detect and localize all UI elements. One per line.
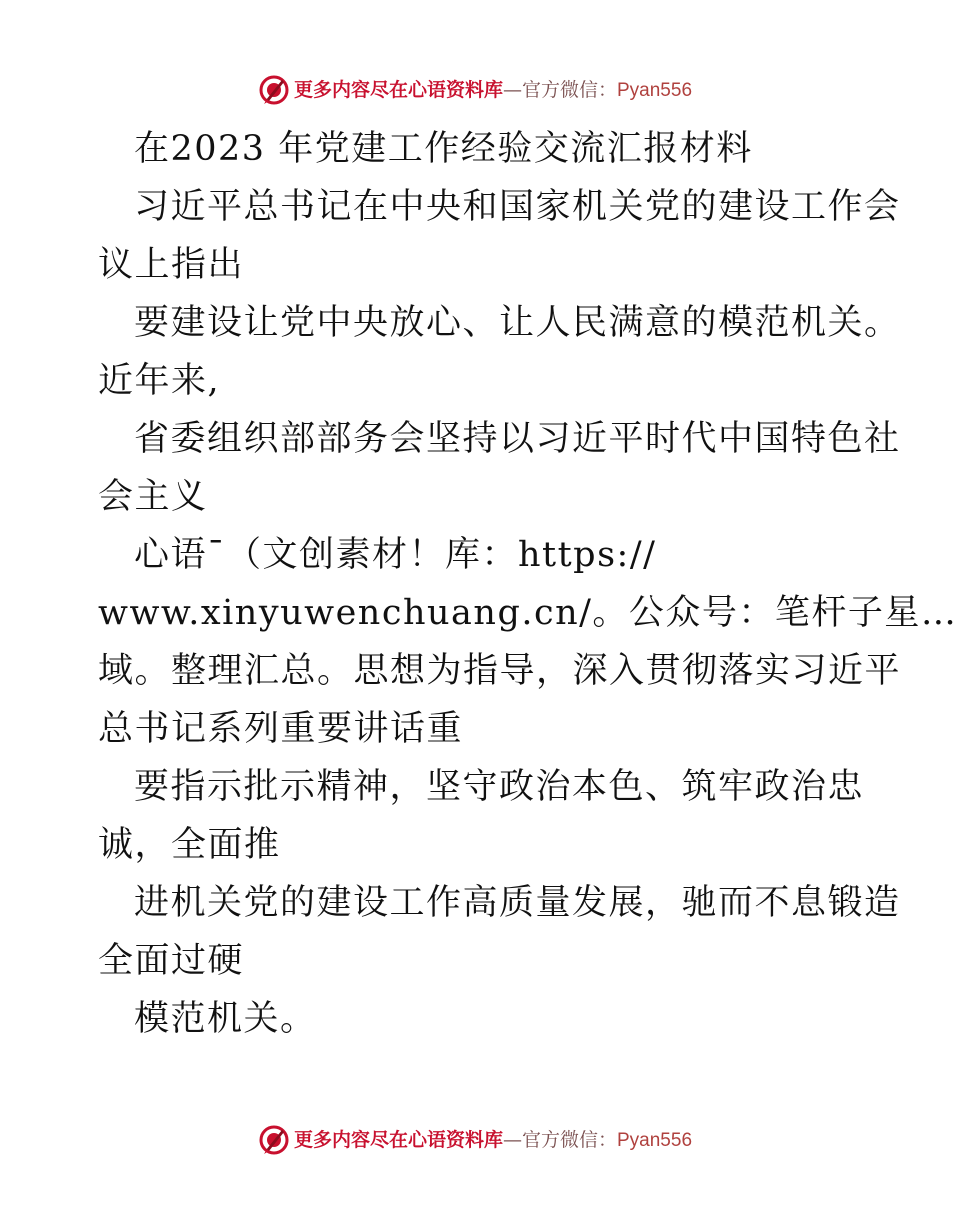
paragraph-line: 诚，全面推 bbox=[98, 825, 281, 865]
banner-wechat-id: Pyan556 bbox=[617, 79, 693, 101]
paragraph-line: www.xinyuwenchuang.cn/。公众号：笔杆子星… bbox=[98, 593, 957, 633]
quill-logo-icon bbox=[258, 1124, 290, 1156]
quill-logo-icon bbox=[258, 74, 290, 106]
paragraph-line: 域。整理汇总。思想为指导，深入贯彻落实习近平 bbox=[98, 651, 902, 691]
banner-main-text: 更多内容尽在心语资料库 bbox=[293, 78, 503, 101]
banner-wechat-id: Pyan556 bbox=[617, 1129, 693, 1151]
banner-wechat-label: —官方微信： bbox=[502, 78, 617, 101]
footer-watermark-banner bbox=[0, 1120, 950, 1160]
paragraph-line: 省委组织部部务会坚持以习近平时代中国特色社 bbox=[134, 419, 901, 459]
paragraph-line: 议上指出 bbox=[98, 245, 245, 285]
banner-wechat-label: —官方微信： bbox=[502, 1128, 617, 1151]
paragraph-line: 近年来, bbox=[98, 361, 221, 401]
paragraph-line: 心语¯（文创素材！库：https:// bbox=[134, 535, 657, 575]
banner-main-text: 更多内容尽在心语资料库 bbox=[293, 1128, 503, 1151]
paragraph-line: 要指示批示精神，坚守政治本色、筑牢政治忠 bbox=[134, 767, 865, 807]
paragraph-line: 习近平总书记在中央和国家机关党的建设工作会 bbox=[134, 187, 901, 227]
document-title: 在2023 年党建工作经验交流汇报材料 bbox=[134, 129, 753, 169]
paragraph-line: 全面过硬 bbox=[98, 941, 245, 981]
document-body bbox=[98, 120, 957, 1048]
paragraph-line: 要建设让党中央放心、让人民满意的模范机关。 bbox=[134, 303, 901, 343]
paragraph-line: 总书记系列重要讲话重 bbox=[98, 709, 464, 749]
header-watermark-banner bbox=[0, 70, 950, 110]
paragraph-line: 进机关党的建设工作高质量发展，驰而不息锻造 bbox=[134, 883, 901, 923]
paragraph-line: 会主义 bbox=[98, 477, 208, 517]
paragraph-line: 模范机关。 bbox=[134, 999, 317, 1039]
